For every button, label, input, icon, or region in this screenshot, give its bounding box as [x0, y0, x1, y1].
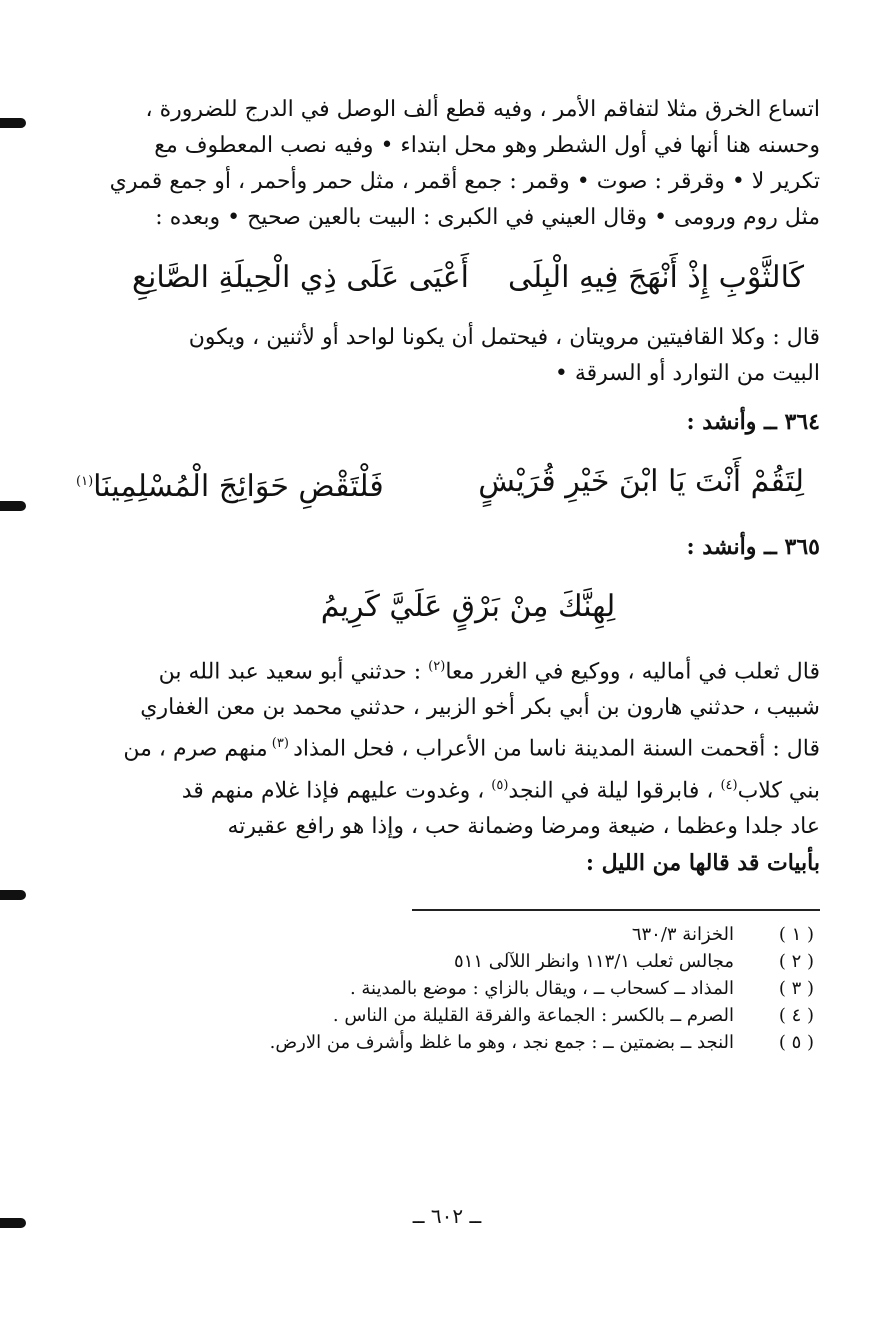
text-line — [76, 649, 820, 690]
text-line: مثل روم ورومى • وقال العيني في الكبرى : البيت بالعين صحيح • وبعده : — [155, 205, 820, 230]
footnote-number: ( ٥ ) — [778, 1031, 814, 1053]
verse-hemistich-first: كَالثَّوْبِ إِذْ أَنْهَجَ فِيهِ الْبِلَى — [507, 260, 804, 295]
text-line: تكرير لا • وقرقر : صوت • وقمر : جمع أقمر ، مثل حمر وأحمر ، أو جمع قمري — [109, 169, 820, 194]
footnote-text: الخزانة ٦٣٠/٣ — [631, 923, 734, 945]
text-segment: قال ثعلب في أماليه ، ووكيع في الغرر معا — [445, 659, 820, 685]
footnote — [76, 1002, 820, 1029]
text-segment: ، فابرقوا ليلة في النجد — [508, 777, 721, 803]
footnote-number: ( ٣ ) — [778, 977, 814, 999]
text-segment: : حدثني أبو سعيد عبد الله بن — [158, 659, 429, 685]
footnote-number: ( ٢ ) — [778, 950, 814, 972]
footnote — [76, 948, 820, 975]
verse-hemistich-second: أَعْيَى عَلَى ذِي الْحِيلَةِ الصَّانِعِ — [132, 260, 469, 295]
footnote-text: المذاد ــ كسحاب ــ ، ويقال بالزاي : موضع بالمدينة . — [349, 977, 734, 999]
scan-mark — [0, 501, 26, 511]
footnote — [76, 921, 820, 948]
footnote-ref: (٣) — [267, 736, 294, 752]
text-line: قال : وكلا القافيتين مرويتان ، فيحتمل أن يكونا لواحد أو لأثنين ، ويكون — [188, 325, 820, 350]
verse-2 — [76, 462, 804, 507]
footnote-text: النجد ــ بضمتين ــ : جمع نجد ، وهو ما غلظ وأشرف من الارض. — [269, 1031, 734, 1053]
scan-mark — [0, 890, 26, 900]
footnote-separator — [412, 909, 820, 911]
footnotes — [76, 921, 820, 1056]
footnote-number: ( ١ ) — [778, 923, 814, 945]
scan-mark — [0, 118, 26, 128]
text-line: شبيب ، حدثني هارون بن أبي بكر أخو الزبير ، حدثني محمد بن معن الغفاري — [140, 695, 820, 721]
text-segment: قال : أقحمت السنة المدينة ناسا من الأعراب ، فحل المذاد — [293, 736, 820, 762]
footnote-ref: (٢) — [428, 659, 446, 674]
verse-hemistich-second-wrap — [76, 462, 384, 507]
text-line: اتساع الخرق مثلا لتفاقم الأمر ، وفيه قطع ألف الوصل في الدرج للضرورة ، — [145, 97, 820, 122]
text-line: وحسنه هنا أنها في أول الشطر وهو محل ابتداء • وفيه نصب المعطوف مع — [154, 133, 820, 158]
footnote-text: الصرم ــ بالكسر : الجماعة والفرقة القليلة من الناس . — [332, 1004, 734, 1026]
text-line — [76, 768, 820, 809]
footnote-ref: (٤) — [720, 777, 738, 793]
paragraph-1 — [76, 92, 820, 236]
footnote — [76, 1029, 820, 1056]
footnote-ref: (٥) — [491, 777, 509, 793]
poem-heading-365: ٣٦٥ ــ وأنشد : — [686, 534, 820, 560]
poem-heading-364: ٣٦٤ ــ وأنشد : — [686, 409, 820, 435]
verse-hemistich-second: فَلْتَقْضِ حَوَائِجَ الْمُسْلِمِينَا — [93, 469, 384, 504]
footnote — [76, 975, 820, 1002]
verse-hemistich-first: لِتَقُمْ أَنْتَ يَا ابْنَ خَيْرِ قُرَيْشٍ — [478, 464, 804, 499]
verse-single: لِهِنَّكَ مِنْ بَرْقٍ عَلَيَّ كَرِيمُ — [320, 589, 616, 624]
text-line: بأبيات قد قالها من الليل : — [585, 849, 820, 876]
text-segment: ، وغدوت عليهم فإذا غلام منهم قد — [181, 777, 492, 803]
verse-1 — [132, 258, 804, 298]
verse-3 — [132, 587, 804, 627]
page-body — [76, 92, 820, 1292]
text-line: عاد جلدا وعظما ، ضيعة ومرضا وضمانة حب ، وإذا هو رافع عقيرته — [227, 813, 820, 839]
text-segment: منهم صرم ، من — [123, 736, 268, 762]
paragraph-3 — [76, 649, 820, 881]
text-line: البيت من التوارد أو السرقة • — [554, 361, 820, 386]
text-segment: بني كلاب — [737, 777, 820, 803]
text-line — [76, 726, 820, 767]
footnote-number: ( ٤ ) — [778, 1004, 814, 1026]
paragraph-2 — [76, 320, 820, 392]
footnote-text: مجالس ثعلب ١١٣/١ وانظر اللآلى ٥١١ — [454, 950, 734, 972]
page-number: ــ ٦٠٢ ــ — [412, 1204, 482, 1228]
footnote-ref: (١) — [76, 474, 94, 489]
